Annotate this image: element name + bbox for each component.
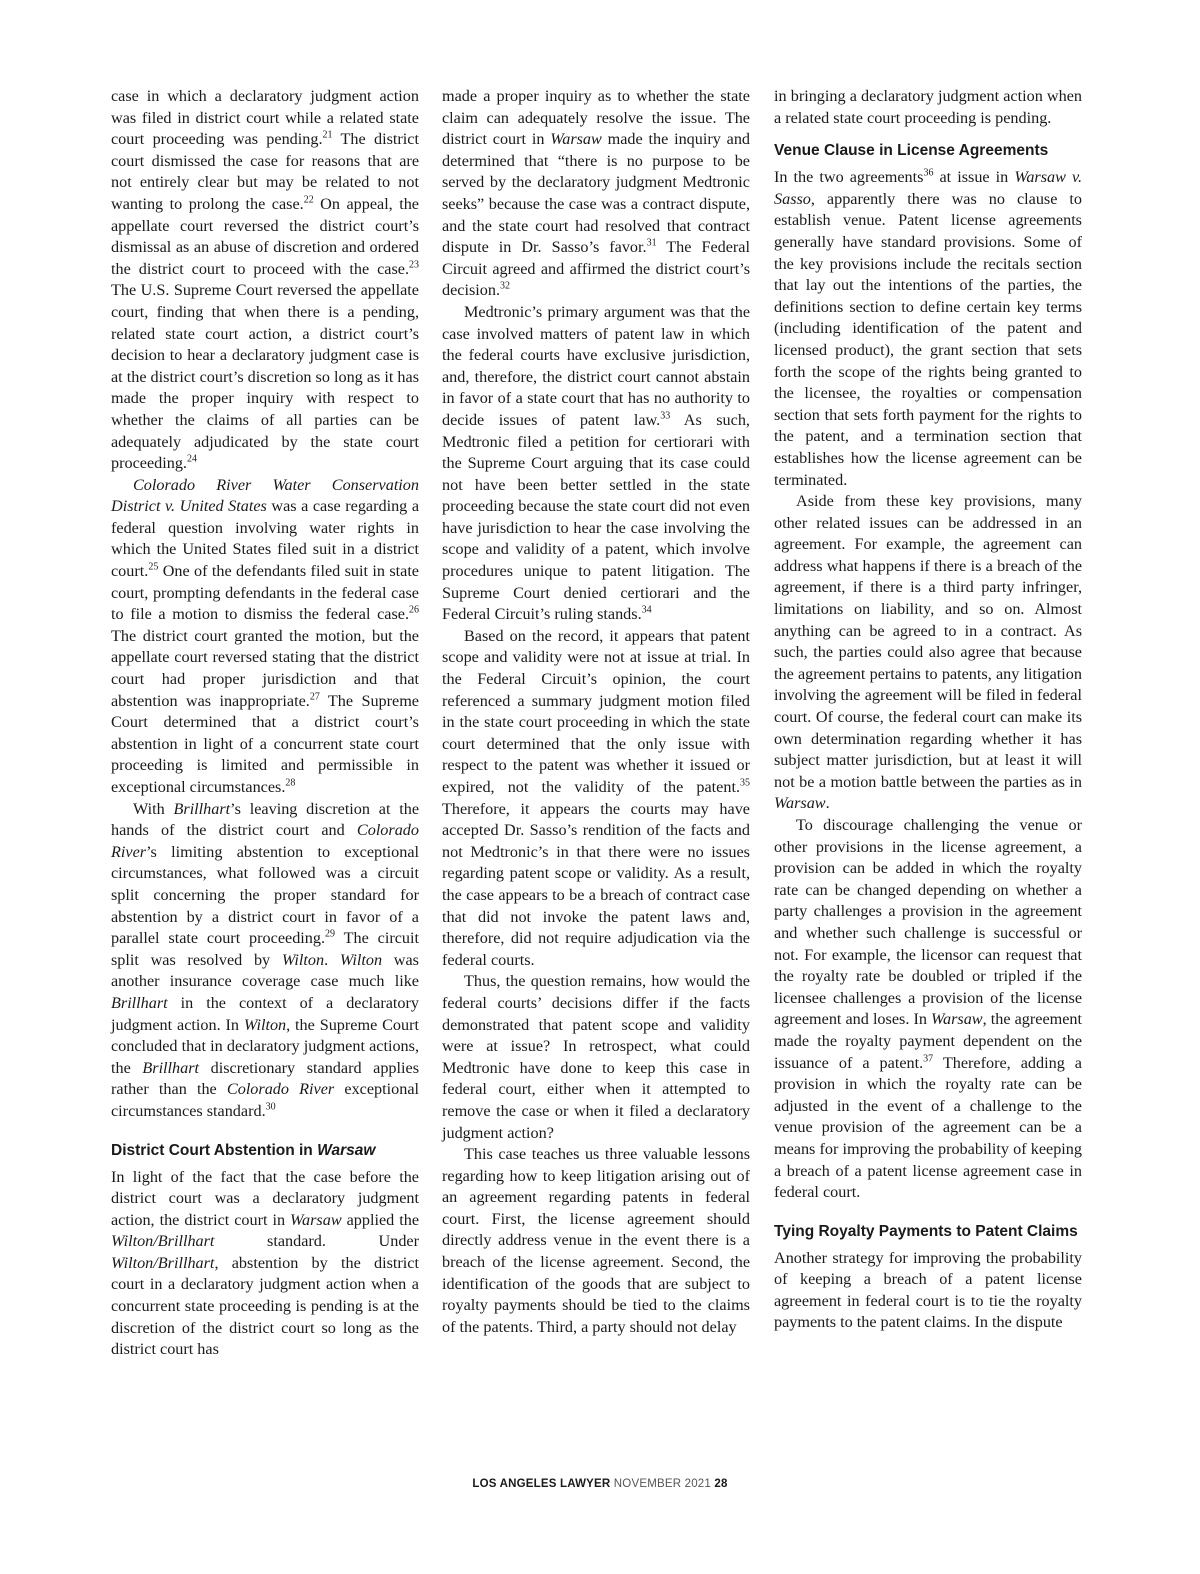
footnote-ref: 23 — [409, 259, 419, 271]
footnote-ref: 32 — [500, 280, 510, 292]
footnote-ref: 31 — [646, 237, 657, 249]
page-number: 28 — [714, 1478, 728, 1490]
footnote-ref: 35 — [740, 777, 750, 789]
text-column-2 — [442, 86, 750, 1338]
paragraph: case in which a declaratory judgment action was filed in district court while a related state court proceeding was pending.$^{21}$ The district court dismissed the case for reasons that are not entirely clear but may be related to not wanting to prolong the case.$^{22}$ On appeal, the appellate court reversed the district court’s dismissal as an abuse of discretion and ordered the district court to proceed with the case.$^{23}$ The U.S. Supreme Court reversed the appellate court, finding that when there is a pending, related state court action, a district court’s decision to hear a declaratory judgment case is at the district court’s discretion so long as it has made the proper inquiry with respect to whether the claims of all parties can be adequately adjudicated by the state court proceeding.$^{24}$ — [111, 87, 419, 473]
paragraph: Colorado River Water Conservation District v. United States was a case regarding a federal question involving water rights in which the United States filed suit in a district court.$^{25}$ One of the defendants filed suit in state court, prompting defendants in the federal case to file a motion to dismiss the federal case.$^{26}$ The district court granted the motion, but the appellate court reversed stating that the district court had proper jurisdiction and that abstention was inappropriate.$^{27}$ The Supreme Court determined that a district court’s abstention in light of a concurrent state court proceeding is limited and permissible in exceptional circumstances.$^{28}$ — [111, 475, 420, 796]
paragraph: Medtronic’s primary argument was that the case involved matters of patent law in which the federal courts have exclusive jurisdiction, and, therefore, the district court cannot abstain in favor of a state court that has no authority to decide issues of patent law.$^{33}$ As such, Medtronic filed a petition for certiorari with the Supreme Court arguing that its case could not have been better settled in the state proceeding because the state court did not even have jurisdiction to hear the case involving the scope and validity of a patent, which involve procedures unique to patent litigation. The Supreme Court denied certiorari and the Federal Circuit’s ruling stands.$^{34}$ — [442, 302, 750, 624]
section-heading-venue: Venue Clause in License Agreements — [774, 142, 1049, 160]
paragraph: Another strategy for improving the probability of keeping a breach of a patent license agreement in federal court is to tie the royalty payments to the patent claims. In the dispute — [774, 1248, 1082, 1332]
text-column-1 — [111, 86, 419, 1361]
footnote-ref: 21 — [322, 129, 333, 141]
page-footer — [0, 1478, 1200, 1490]
paragraph: This case teaches us three valuable lessons regarding how to keep litigation arising out of an agreement regarding patents in federal court. First, the license agreement should directly address venue in the event there is a breach of the license agreement. Second, the identification of the goods that are subject to royalty payments should be tied to the claims of the patents. Third, a party should not delay — [442, 1145, 750, 1336]
paragraph: With Brillhart’s leaving discretion at the hands of the district court and Colorado River’s limiting abstention to exceptional circumstances, what followed was a circuit split concerning the proper standard for abstention by a district court in favor of a parallel state court proceeding.$^{29}$ The circuit split was resolved by Wilton. Wilton was another insurance coverage case much like Brillhart in the context of a declaratory judgment action. In Wilton, the Supreme Court concluded that in declaratory judgment actions, the Brillhart discretionary standard applies rather than the Colorado River exceptional circumstances standard.$^{30}$ — [111, 799, 420, 1120]
paragraph: Based on the record, it appears that patent scope and validity were not at issue at trial. In the Federal Circuit’s opinion, the court referenced a summary judgment motion filed in the state court proceeding in which the state court determined that the only issue with respect to the patent was whether it issued or expired, not the validity of the patent.$^{35}$ Therefore, it appears the courts may have accepted Dr. Sasso’s rendition of the facts and not Medtronic’s in that there were no issues regarding patent scope or validity. As a result, the case appears to be a breach of contract case that did not invoke the patent laws and, therefore, did not require adjudication via the federal courts. — [442, 626, 750, 969]
footnote-ref: 24 — [186, 453, 197, 465]
paragraph: In light of the fact that the case before the district court was a declaratory judgment action, the district court in Warsaw applied the Wilton/Brillhart standard. Under Wilton/Brillhart, abstention by the district court in a declaratory judgment action when a concurrent state proceeding is pending is at the discretion of the district court so long as the district court has — [111, 1167, 420, 1359]
footnote-ref: 28 — [285, 777, 296, 789]
footnote-ref: 37 — [923, 1053, 934, 1065]
footnote-ref: 34 — [641, 604, 652, 616]
section-heading-tying: Tying Royalty Payments to Patent Claims — [774, 1222, 1078, 1240]
text-column-3 — [774, 86, 1082, 1334]
footnote-ref: 22 — [303, 194, 314, 206]
footnote-ref: 25 — [148, 561, 159, 573]
paragraph: Thus, the question remains, how would the federal courts’ decisions differ if the facts demonstrated that patent scope and validity were at issue? In retrospect, what could Medtronic have done to keep this case in federal court, either when it attempted to remove the case or when it filed a declaratory judgment action? — [442, 972, 750, 1142]
footnote-ref: 27 — [309, 691, 320, 703]
paragraph: In the two agreements$^{36}$ at issue in Warsaw v. Sasso, apparently there was no clause to establish venue. Patent license agreements generally have standard provisions. Some of the key provisions include the recitals section that lay out the intentions of the parties, the definitions section to define certain key terms (including identification of the patent and licensed product), the grant section that sets forth the scope of the rights being granted to the licensee, the royalties or compensation section that sets forth payment for the rights to the patent, and a termination section that establishes how the license agreement can be terminated. — [774, 167, 1082, 489]
paragraph: To discourage challenging the venue or other provisions in the license agreement, a provision can be added in which the royalty rate can be changed depending on whether a party challenges a provision in the agreement and whether such challenge is successful or not. For example, the licensor can request that the royalty rate be doubled or tripled if the licensee challenges a provision of the license agreement and loses. In Warsaw, the agreement made the royalty payment dependent on the issuance of a patent.$^{37}$ Therefore, adding a provision in which the royalty rate can be adjusted in the event of a challenge to the venue provision of the agreement can be a means for improving the probability of keeping a breach of a patent license agreement case in federal court. — [774, 816, 1082, 1202]
footnote-ref: 33 — [660, 410, 671, 422]
footnote-ref: 36 — [923, 167, 934, 179]
footnote-ref: 30 — [265, 1101, 276, 1113]
footnote-ref: 29 — [325, 928, 336, 940]
paragraph: in bringing a declaratory judgment action when a related state court proceeding is pending. — [774, 87, 1082, 127]
paragraph: Aside from these key provisions, many other related issues can be addressed in an agreement. For example, the agreement can address what happens if there is a breach of the agreement, if there is a third party infringer, limitations on liability, and so on. Almost anything can be agreed to in a contract. As such, the parties could also agree that because the agreement pertains to patents, any litigation involving the agreement will be filed in federal court. Of course, the federal court can make its own determination regarding whether it has subject matter jurisdiction, but at least it will not be a motion battle between the parties as in Warsaw. — [774, 492, 1082, 813]
magazine-name: LOS ANGELES LAWYER — [472, 1478, 611, 1490]
issue-date: NOVEMBER 2021 — [613, 1478, 711, 1490]
footnote-ref: 26 — [409, 604, 419, 616]
section-heading-abstention: District Court Abstention in Warsaw — [111, 1141, 376, 1159]
paragraph: made a proper inquiry as to whether the state claim can adequately resolve the issue. The district court in Warsaw made the inquiry and determined that “there is no purpose to be served by the declaratory judgment Medtronic seeks” because the case was a contract dispute, and the state court had resolved that contract dispute in Dr. Sasso’s favor.$^{31}$ The Federal Circuit agreed and affirmed the district court’s decision.$^{32}$ — [442, 87, 751, 300]
